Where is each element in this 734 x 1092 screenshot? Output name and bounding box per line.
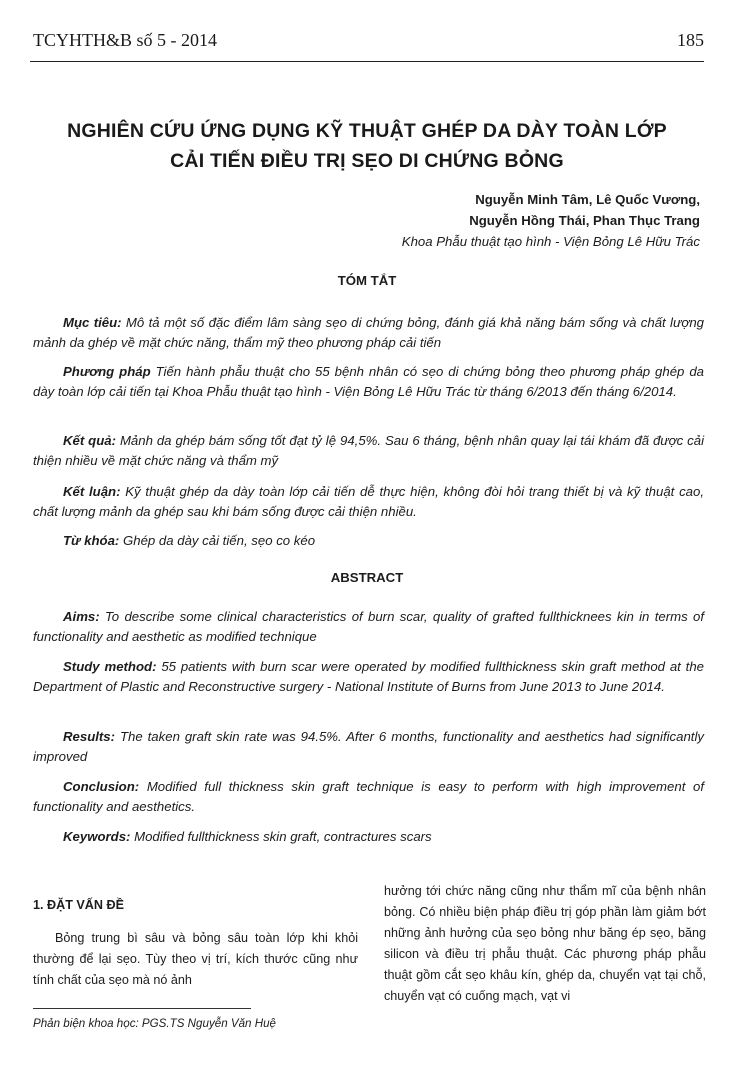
conclusion-label: Conclusion: (63, 779, 140, 794)
body-column-right (384, 881, 706, 1007)
tomtat-muctieu (33, 313, 704, 352)
running-header (33, 30, 704, 51)
body-paragraph-left (33, 928, 358, 991)
abstract-method (33, 657, 704, 696)
phuongphap-label: Phương pháp (63, 364, 151, 379)
keywords-label: Keywords: (63, 829, 131, 844)
abstract-keywords (33, 827, 704, 847)
section-1-heading: 1. ĐẶT VẤN ĐỀ (33, 898, 124, 912)
muctieu-label: Mục tiêu: (63, 315, 122, 330)
body-column-left (33, 895, 358, 991)
author-names-2: Nguyễn Hồng Thái, Phan Thục Trang (469, 213, 700, 228)
keywords-text: Modified fullthickness skin graft, contractures scars (130, 829, 432, 844)
method-label: Study method: (63, 659, 157, 674)
method-text: 55 patients with burn scar were operated by modified fullthickness skin graft method at the Department of Plastic and Reconstructive surgery - National Institute of Burns from June 2013 to June 2014. (33, 659, 704, 694)
tukhoa-text: Ghép da dày cải tiến, sẹo co kéo (119, 533, 316, 548)
title-line-1: NGHIÊN CỨU ỨNG DỤNG KỸ THUẬT GHÉP DA DÀY TOÀN LỚP (67, 120, 667, 142)
journal-issue: TCYHTH&B số 5 - 2014 (33, 30, 217, 50)
ketqua-label: Kết quả: (63, 433, 117, 448)
aims-text: To describe some clinical characteristics of burn scar, quality of grafted fullthicknees kin in terms of functionality and aesthetic as modified technique (33, 609, 704, 644)
abstract-heading: ABSTRACT (330, 570, 404, 585)
abstract-results (33, 727, 704, 766)
tomtat-tukhoa (33, 531, 704, 551)
footnote-rule (33, 1008, 251, 1009)
results-text: The taken graft skin rate was 94.5%. After 6 months, functionality and aesthetics had significantly improved (33, 729, 704, 764)
author-affiliation: Khoa Phẫu thuật tạo hình - Viện Bỏng Lê Hữu Trác (401, 234, 700, 249)
body-paragraph-left-text: Bỏng trung bì sâu và bỏng sâu toàn lớp khi khỏi thường để lại sẹo. Tùy theo vị trí, kích thước cũng như tính chất của sẹo mà nó ảnh (33, 931, 358, 987)
paper-title (20, 116, 714, 176)
ketluan-text: Kỹ thuật ghép da dày toàn lớp cải tiến dễ thực hiện, không đòi hỏi trang thiết bị và kỹ thuật cao, chất lượng mảnh da ghép sau khi bám sống được cải thiện nhiều. (33, 484, 704, 519)
abstract-conclusion (33, 777, 704, 816)
page-number: 185 (677, 30, 704, 50)
phuongphap-text: Tiến hành phẫu thuật cho 55 bệnh nhân có sẹo di chứng bỏng theo phương pháp ghép da dày toàn lớp cải tiến tại Khoa Phẫu thuật tạo hình - Viện Bỏng Lê Hữu Trác từ tháng 6/2013 đến tháng 6/2014. (33, 364, 704, 399)
title-line-2: CẢI TIẾN ĐIỀU TRỊ SẸO DI CHỨNG BỎNG (170, 150, 564, 172)
muctieu-text: Mô tả một số đặc điểm lâm sàng sẹo di chứng bỏng, đánh giá khả năng bám sống và chất lượng mảnh da ghép về mặt chức năng, thẩm mỹ theo phương pháp cải tiến (33, 315, 704, 350)
header-rule (30, 61, 704, 62)
ketqua-text: Mảnh da ghép bám sống tốt đạt tỷ lệ 94,5%. Sau 6 tháng, bệnh nhân quay lại tái khám đã được cải thiện nhiều về mặt chức năng và thẩm mỹ (33, 433, 705, 468)
tomtat-phuongphap (33, 362, 704, 401)
tomtat-ketluan (33, 482, 704, 521)
tomtat-ketqua (33, 431, 704, 470)
abstract-aims (33, 607, 704, 646)
body-paragraph-right: hưởng tới chức năng cũng như thẩm mĩ của bệnh nhân bỏng. Có nhiều biện pháp điều trị góp phần làm giảm bớt những ảnh hưởng của sẹo bỏng như băng ép sẹo, băng silicon và điều trị phẫu thuật. Các phương pháp phẫu thuật gồm cắt sẹo khâu kín, ghép da, chuyển vạt tại chỗ, chuyển vạt có cuống mạch, vạt vi (384, 884, 706, 1003)
author-names-1: Nguyễn Minh Tâm, Lê Quốc Vương, (475, 192, 700, 207)
conclusion-text: Modified full thickness skin graft technique is easy to perform with high improvement of functionality and aesthetics. (33, 779, 704, 814)
author-block (402, 189, 700, 252)
tukhoa-label: Từ khóa: (63, 533, 120, 548)
results-label: Results: (63, 729, 116, 744)
tomtat-heading: TÓM TẮT (337, 273, 397, 288)
ketluan-label: Kết luận: (63, 484, 121, 499)
aims-label: Aims: (63, 609, 100, 624)
footnote: Phản biện khoa học: PGS.TS Nguyễn Văn Huệ (33, 1017, 276, 1030)
